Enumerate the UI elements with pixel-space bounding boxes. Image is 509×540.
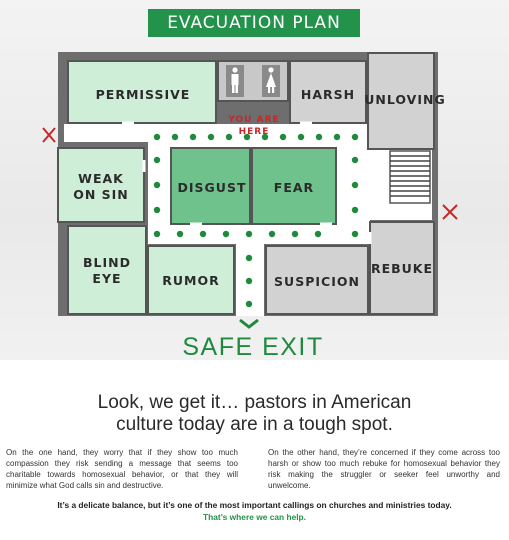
stairs-icon (390, 151, 430, 203)
restroom-man-icon (226, 65, 244, 97)
room-label: REBUKE (370, 261, 434, 276)
room-rebuke (370, 222, 434, 314)
you-are-here-label: YOU ARE (228, 115, 280, 125)
room-weak-on-sin (58, 148, 144, 222)
room-label: PERMISSIVE (95, 87, 191, 102)
right-paragraph: On the other hand, they’re concerned if they come across too harsh or show too much rebuke for homosexual behavior they risk making the struggler or seeker feel unworthy and unwelcome. (268, 448, 500, 490)
footer-call-to-action: That’s where we can help. (202, 512, 306, 522)
room-label: DISGUST (177, 180, 247, 195)
room-label: WEAK (78, 171, 124, 186)
room-label: FEAR (273, 180, 315, 195)
room-fear (252, 148, 336, 224)
room-harsh (290, 61, 366, 123)
room-blind-eye (68, 226, 146, 314)
plan-title-banner: EVACUATION PLAN (148, 9, 360, 37)
left-paragraph: On the one hand, they worry that if they show too much compassion they risk sending a message that seems too charitable towards homosexual behavior, or that they will minimize what God calls sin and destructive. (6, 448, 238, 490)
room-label: HARSH (300, 87, 356, 102)
x-mark-icon (43, 128, 55, 142)
room-label: ON SIN (73, 187, 129, 202)
room-label: EYE (92, 271, 122, 286)
room-unloving (364, 53, 445, 149)
room-label: UNLOVING (364, 92, 446, 107)
room-label: BLIND (83, 255, 131, 270)
down-chevron-icon (240, 320, 258, 327)
room-label: RUMOR (162, 273, 220, 288)
room-disgust (171, 148, 250, 224)
headline-line: Look, we get it… pastors in American (97, 392, 412, 413)
safe-exit-label: SAFE EXIT (182, 333, 324, 360)
footer-statement: It’s a delicate balance, but it’s one of the most important callings on churches and ministries today. (57, 500, 452, 510)
headline-line: culture today are in a tough spot. (116, 414, 393, 435)
you-are-here-label: HERE (238, 127, 270, 137)
x-mark-icon (443, 205, 457, 219)
room-label: SUSPICION (274, 274, 360, 289)
restroom-woman-icon (262, 65, 280, 97)
headline (0, 392, 509, 436)
room-rumor (148, 246, 234, 314)
room-suspicion (266, 246, 368, 314)
room-restrooms (218, 61, 288, 101)
room-permissive (68, 61, 216, 123)
